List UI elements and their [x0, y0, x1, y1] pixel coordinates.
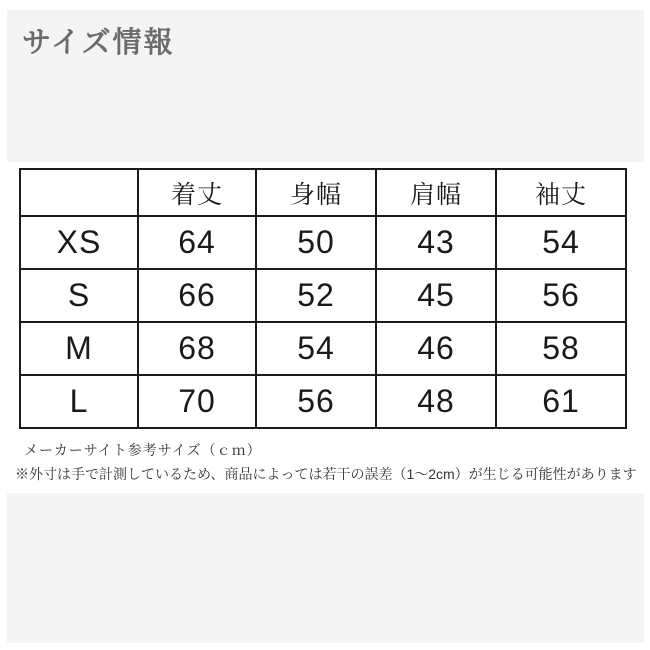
table-header-shoulder: 肩幅 — [376, 169, 496, 216]
table-cell: 58 — [496, 322, 626, 375]
table-cell: 64 — [138, 216, 256, 269]
table-header-width: 身幅 — [256, 169, 376, 216]
table-header-empty — [20, 169, 138, 216]
table-cell: 48 — [376, 375, 496, 428]
table-cell: 68 — [138, 322, 256, 375]
table-cell: 46 — [376, 322, 496, 375]
table-cell: 66 — [138, 269, 256, 322]
reference-size-note: メーカーサイト参考サイズ（ｃｍ） — [24, 442, 262, 458]
table-cell: 56 — [256, 375, 376, 428]
page-background — [7, 10, 644, 643]
table-row-l — [20, 375, 626, 428]
size-info-section — [7, 162, 644, 493]
table-cell: 56 — [496, 269, 626, 322]
size-label: L — [20, 375, 138, 428]
size-table — [19, 168, 627, 429]
table-header-row — [20, 169, 626, 216]
table-header-length: 着丈 — [138, 169, 256, 216]
table-header-sleeve: 袖丈 — [496, 169, 626, 216]
table-row-m — [20, 322, 626, 375]
table-cell: 54 — [256, 322, 376, 375]
table-cell: 52 — [256, 269, 376, 322]
table-cell: 70 — [138, 375, 256, 428]
table-cell: 61 — [496, 375, 626, 428]
size-label: XS — [20, 216, 138, 269]
size-label: S — [20, 269, 138, 322]
table-row-s — [20, 269, 626, 322]
measurement-disclaimer-note: ※外寸は手で計測しているため、商品によっては若干の誤差（1〜2cm）が生じる可能性があります — [15, 466, 637, 482]
table-cell: 54 — [496, 216, 626, 269]
page-title: サイズ情報 — [22, 27, 175, 59]
table-cell: 43 — [376, 216, 496, 269]
table-cell: 50 — [256, 216, 376, 269]
size-label: M — [20, 322, 138, 375]
table-cell: 45 — [376, 269, 496, 322]
table-row-xs — [20, 216, 626, 269]
